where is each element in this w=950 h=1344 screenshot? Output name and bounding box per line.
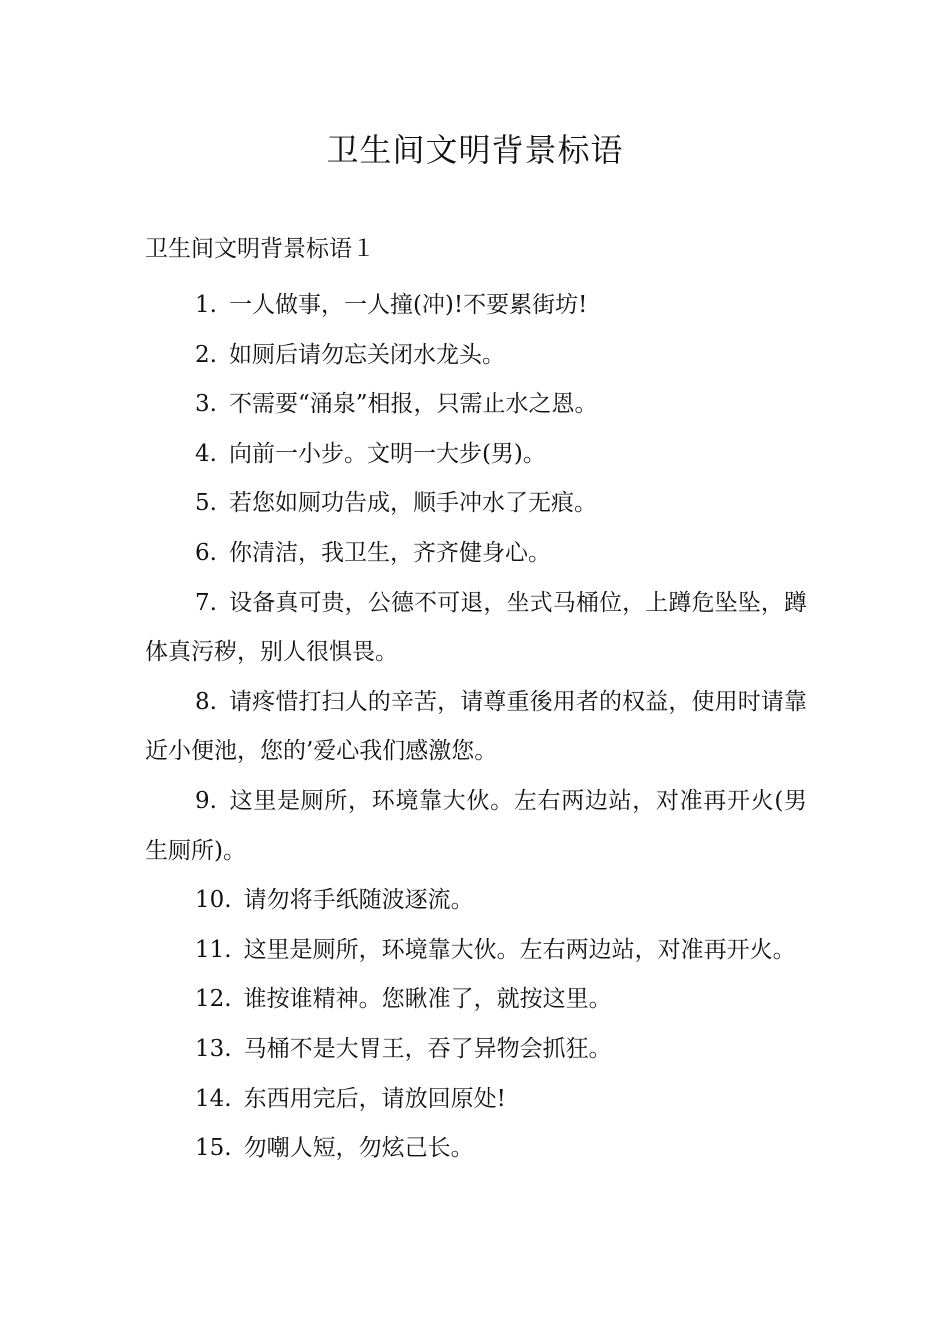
- item-number: 2.: [195, 341, 217, 368]
- item-number: 7.: [195, 589, 217, 616]
- item-number: 12.: [195, 986, 232, 1013]
- item-text: 请勿将手纸随波逐流。: [243, 887, 474, 914]
- list-item: [145, 529, 807, 579]
- section-heading: 卫生间文明背景标语１: [145, 236, 375, 262]
- item-text: 这里是厕所，环境靠大伙。左右两边站，对准再开火(男生厕所)。: [145, 787, 807, 864]
- item-number: 14.: [195, 1085, 232, 1112]
- item-number: 4.: [195, 440, 217, 467]
- list-item: [145, 975, 807, 1025]
- item-text: 这里是厕所，环境靠大伙。左右两边站，对准再开火。: [243, 936, 796, 963]
- item-text: 不需要“涌泉”相报，只需止水之恩。: [228, 391, 598, 418]
- item-text: 若您如厕功告成，顺手冲水了无痕。: [228, 490, 597, 517]
- list-item: [145, 579, 807, 678]
- item-text: 东西用完后，请放回原处!: [243, 1085, 506, 1112]
- item-number: 8.: [195, 688, 217, 715]
- item-text: 谁按谁精神。您瞅准了，就按这里。: [243, 986, 612, 1013]
- item-text: 如厕后请勿忘关闭水龙头。: [228, 341, 505, 368]
- list-item: [145, 430, 807, 480]
- item-text: 一人做事，一人撞(冲)!不要累街坊!: [228, 292, 588, 318]
- item-text: 你清洁，我卫生，齐齐健身心。: [228, 539, 551, 566]
- item-text: 请疼惜打扫人的辛苦，请尊重後用者的权益，使用时请靠近小便池，您的’爱心我们感激您。: [145, 688, 807, 765]
- list-item: [145, 479, 807, 529]
- item-text: 马桶不是大胃王，吞了异物会抓狂。: [243, 1035, 612, 1062]
- item-text: 设备真可贵，公德不可退，坐式马桶位，上蹲危坠坠，蹲体真污秽，别人很惧畏。: [145, 589, 807, 666]
- item-number: 6.: [195, 539, 217, 566]
- item-number: 3.: [195, 391, 217, 418]
- item-number: 13.: [195, 1035, 232, 1062]
- list-item: [145, 1075, 807, 1125]
- item-number: 9.: [195, 787, 217, 814]
- item-text: 向前一小步。文明一大步(男)。: [228, 440, 546, 467]
- list-item: [145, 1124, 807, 1174]
- item-number: 10.: [195, 887, 232, 914]
- item-number: 5.: [195, 490, 217, 517]
- list-item: [145, 926, 807, 976]
- slogan-list: [145, 281, 807, 1174]
- item-number: 15.: [195, 1135, 232, 1162]
- item-number: 11.: [195, 936, 232, 963]
- list-item: [145, 876, 807, 926]
- list-item: [145, 281, 807, 331]
- item-number: 1.: [195, 292, 217, 318]
- list-item: [145, 1025, 807, 1075]
- list-item: [145, 777, 807, 876]
- list-item: [145, 331, 807, 381]
- item-text: 勿嘲人短，勿炫己长。: [243, 1135, 474, 1162]
- list-item: [145, 678, 807, 777]
- document-title: 卫生间文明背景标语: [326, 131, 624, 169]
- list-item: [145, 380, 807, 430]
